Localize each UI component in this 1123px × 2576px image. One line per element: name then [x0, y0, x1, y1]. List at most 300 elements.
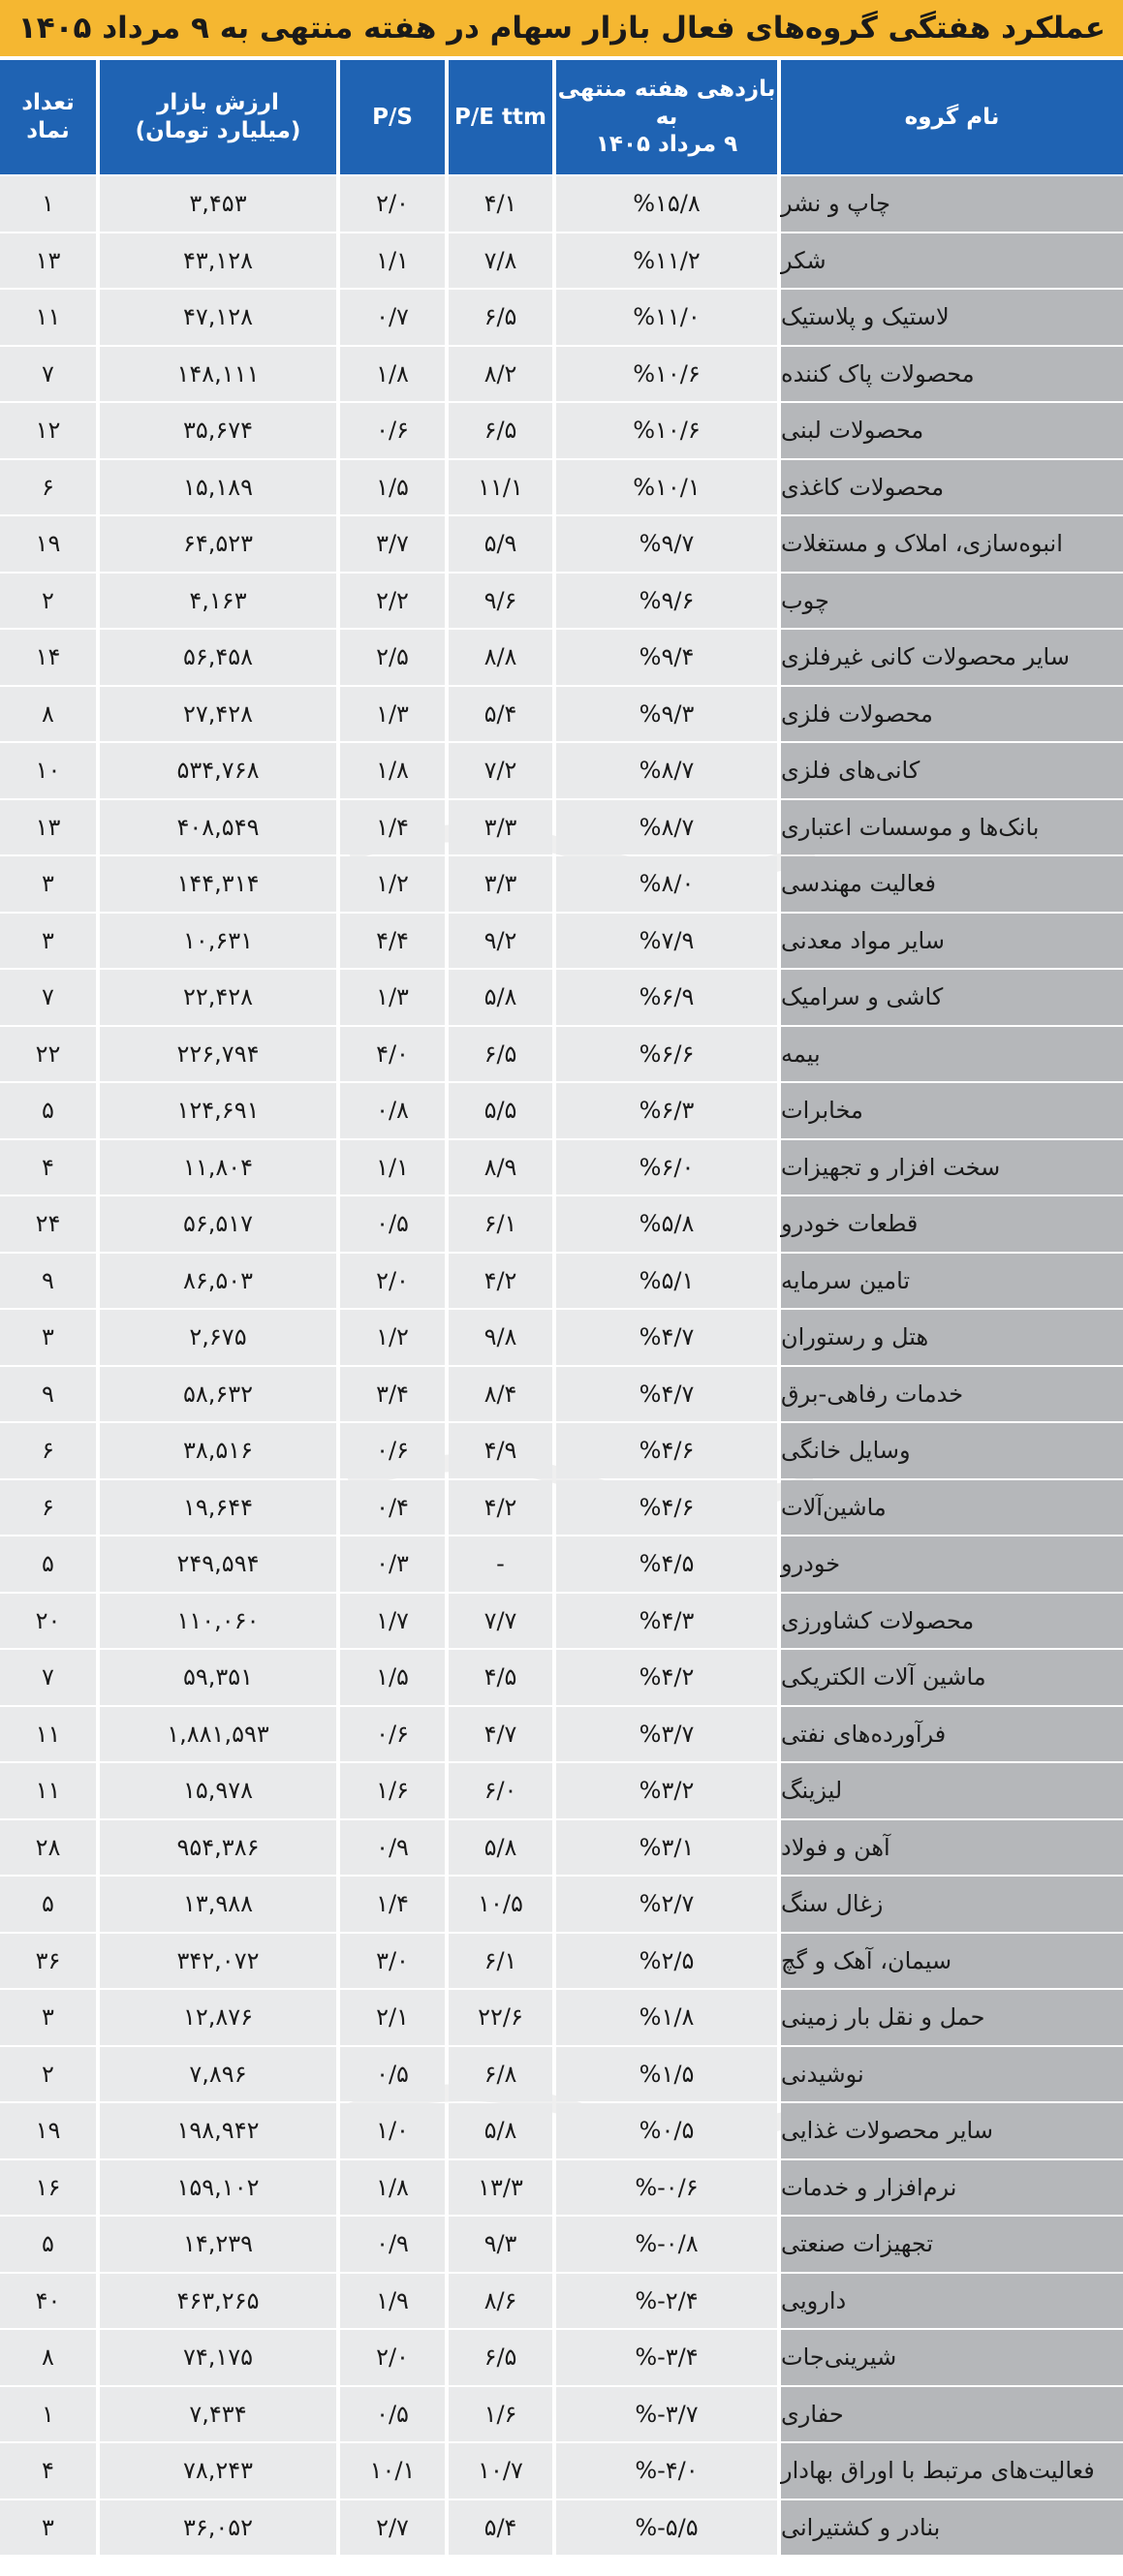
cell-ps: ۱/۰ — [340, 2103, 445, 2158]
cell-return: %۴/۷ — [556, 1310, 777, 1365]
table-row — [0, 290, 1123, 347]
cell-market-value: ۵۸,۶۳۲ — [100, 1367, 336, 1422]
cell-count: ۳ — [0, 914, 96, 969]
cell-pe: ۹/۸ — [449, 1310, 552, 1365]
table-row — [0, 347, 1123, 404]
cell-market-value: ۷,۸۹۶ — [100, 2047, 336, 2102]
cell-group: کاشی و سرامیک — [781, 970, 1123, 1025]
cell-pe: ۳/۳ — [449, 800, 552, 855]
header-market-value-line1: ارزش بازار — [157, 90, 279, 116]
cell-ps: ۱/۸ — [340, 2160, 445, 2216]
cell-return: %۸/۷ — [556, 743, 777, 798]
cell-market-value: ۱۳,۹۸۸ — [100, 1877, 336, 1932]
cell-market-value: ۳,۴۵۳ — [100, 176, 336, 232]
cell-count: ۳۶ — [0, 1934, 96, 1989]
cell-ps: ۰/۶ — [340, 403, 445, 458]
cell-return: %-۰/۶ — [556, 2160, 777, 2216]
cell-market-value: ۲۴۹,۵۹۴ — [100, 1536, 336, 1592]
cell-ps: ۲/۷ — [340, 2500, 445, 2556]
table-row — [0, 1820, 1123, 1878]
cell-group: فعالیت‌های مرتبط با اوراق بهادار — [781, 2443, 1123, 2498]
cell-return: %۳/۲ — [556, 1763, 777, 1818]
cell-ps: ۰/۹ — [340, 1820, 445, 1876]
cell-market-value: ۴,۱۶۳ — [100, 574, 336, 629]
cell-market-value: ۴۷,۱۲۸ — [100, 290, 336, 345]
cell-return: %۴/۳ — [556, 1594, 777, 1649]
cell-return: %۱/۸ — [556, 1990, 777, 2045]
cell-count: ۱۴ — [0, 630, 96, 685]
cell-group: ماشین آلات الکتریکی — [781, 1650, 1123, 1705]
cell-return: %-۳/۷ — [556, 2387, 777, 2442]
header-count — [0, 60, 96, 174]
cell-count: ۷ — [0, 970, 96, 1025]
cell-ps: ۱/۸ — [340, 743, 445, 798]
cell-group: تجهیزات صنعتی — [781, 2217, 1123, 2272]
header-market-value-line2: (میلیارد تومان) — [135, 118, 301, 143]
cell-pe: ۸/۲ — [449, 347, 552, 402]
table-row — [0, 1934, 1123, 1991]
cell-market-value: ۱۵,۱۸۹ — [100, 460, 336, 515]
cell-ps: ۱/۲ — [340, 856, 445, 912]
cell-group: وسایل خانگی — [781, 1423, 1123, 1478]
cell-ps: ۱/۴ — [340, 1877, 445, 1932]
cell-market-value: ۳۸,۵۱۶ — [100, 1423, 336, 1478]
cell-group: کانی‌های فلزی — [781, 743, 1123, 798]
cell-count: ۷ — [0, 347, 96, 402]
title-bar — [0, 0, 1123, 56]
cell-count: ۵ — [0, 1083, 96, 1138]
cell-pe: ۸/۶ — [449, 2274, 552, 2329]
table-row — [0, 1083, 1123, 1140]
cell-pe: ۵/۴ — [449, 2500, 552, 2556]
header-return-line1: بازدهی هفته منتهی به — [557, 76, 776, 130]
cell-group: بنادر و کشتیرانی — [781, 2500, 1123, 2556]
cell-market-value: ۱۲,۸۷۶ — [100, 1990, 336, 2045]
table-row — [0, 1310, 1123, 1367]
cell-return: %۶/۳ — [556, 1083, 777, 1138]
cell-ps: ۱/۱ — [340, 1140, 445, 1195]
table-row — [0, 2047, 1123, 2104]
cell-market-value: ۷۴,۱۷۵ — [100, 2330, 336, 2385]
cell-pe: ۶/۵ — [449, 403, 552, 458]
cell-pe: ۷/۷ — [449, 1594, 552, 1649]
cell-return: %۴/۶ — [556, 1480, 777, 1536]
cell-return: %۱۰/۶ — [556, 403, 777, 458]
header-ps — [340, 60, 445, 174]
cell-ps: ۱/۷ — [340, 1594, 445, 1649]
cell-market-value: ۲,۶۷۵ — [100, 1310, 336, 1365]
table-row — [0, 1650, 1123, 1707]
header-count-label: تعداد نماد — [21, 90, 75, 143]
cell-group: قطعات خودرو — [781, 1196, 1123, 1252]
cell-ps: ۰/۵ — [340, 1196, 445, 1252]
cell-ps: ۴/۴ — [340, 914, 445, 969]
cell-market-value: ۱۲۴,۶۹۱ — [100, 1083, 336, 1138]
cell-market-value: ۱۰,۶۳۱ — [100, 914, 336, 969]
cell-market-value: ۵۶,۴۵۸ — [100, 630, 336, 685]
cell-pe: ۱۰/۵ — [449, 1877, 552, 1932]
cell-market-value: ۱۱,۸۰۴ — [100, 1140, 336, 1195]
cell-pe: ۴/۹ — [449, 1423, 552, 1478]
cell-return: %۵/۸ — [556, 1196, 777, 1252]
cell-count: ۷ — [0, 1650, 96, 1705]
cell-return: %۶/۹ — [556, 970, 777, 1025]
cell-market-value: ۱۹۸,۹۴۲ — [100, 2103, 336, 2158]
cell-group: سیمان، آهک و گچ — [781, 1934, 1123, 1989]
table-row — [0, 1707, 1123, 1764]
cell-return: %۵/۱ — [556, 1254, 777, 1309]
cell-return: %۸/۰ — [556, 856, 777, 912]
cell-count: ۴ — [0, 1140, 96, 1195]
cell-return: %۴/۲ — [556, 1650, 777, 1705]
cell-ps: ۳/۷ — [340, 516, 445, 572]
cell-market-value: ۴۰۸,۵۴۹ — [100, 800, 336, 855]
cell-ps: ۱۰/۱ — [340, 2443, 445, 2498]
cell-ps: ۰/۳ — [340, 1536, 445, 1592]
cell-count: ۱ — [0, 2387, 96, 2442]
cell-market-value: ۵۶,۵۱۷ — [100, 1196, 336, 1252]
cell-group: تامین سرمایه — [781, 1254, 1123, 1309]
cell-ps: ۳/۴ — [340, 1367, 445, 1422]
cell-pe: ۱۱/۱ — [449, 460, 552, 515]
cell-market-value: ۱۴۸,۱۱۱ — [100, 347, 336, 402]
cell-return: %۱۵/۸ — [556, 176, 777, 232]
cell-return: %۳/۱ — [556, 1820, 777, 1876]
cell-ps: ۰/۶ — [340, 1707, 445, 1762]
table-row — [0, 574, 1123, 631]
cell-pe: ۴/۲ — [449, 1254, 552, 1309]
cell-group: لاستیک و پلاستیک — [781, 290, 1123, 345]
cell-market-value: ۴۳,۱۲۸ — [100, 233, 336, 289]
cell-pe: ۶/۵ — [449, 290, 552, 345]
cell-ps: ۰/۹ — [340, 2217, 445, 2272]
cell-count: ۱۳ — [0, 233, 96, 289]
cell-ps: ۲/۲ — [340, 574, 445, 629]
table-row — [0, 914, 1123, 971]
cell-pe: ۹/۶ — [449, 574, 552, 629]
cell-group: شکر — [781, 233, 1123, 289]
cell-group: محصولات فلزی — [781, 687, 1123, 742]
cell-group: لیزینگ — [781, 1763, 1123, 1818]
cell-pe: ۹/۲ — [449, 914, 552, 969]
header-pe — [449, 60, 552, 174]
cell-count: ۱۹ — [0, 2103, 96, 2158]
cell-ps: ۱/۳ — [340, 687, 445, 742]
cell-return: %۱۱/۰ — [556, 290, 777, 345]
cell-market-value: ۲۲۶,۷۹۴ — [100, 1027, 336, 1082]
cell-ps: ۱/۱ — [340, 233, 445, 289]
cell-group: زغال سنگ — [781, 1877, 1123, 1932]
table-row — [0, 630, 1123, 687]
cell-count: ۶ — [0, 460, 96, 515]
cell-pe: ۷/۲ — [449, 743, 552, 798]
table-row — [0, 1594, 1123, 1651]
cell-return: %۴/۵ — [556, 1536, 777, 1592]
table-row — [0, 970, 1123, 1027]
cell-group: محصولات پاک کننده — [781, 347, 1123, 402]
cell-count: ۳ — [0, 1990, 96, 2045]
cell-return: %۷/۹ — [556, 914, 777, 969]
table-row — [0, 2387, 1123, 2444]
cell-count: ۲۰ — [0, 1594, 96, 1649]
cell-pe: ۱۳/۳ — [449, 2160, 552, 2216]
cell-market-value: ۱,۸۸۱,۵۹۳ — [100, 1707, 336, 1762]
cell-market-value: ۱۹,۶۴۴ — [100, 1480, 336, 1536]
cell-market-value: ۲۲,۴۲۸ — [100, 970, 336, 1025]
cell-pe: ۷/۸ — [449, 233, 552, 289]
cell-count: ۲۸ — [0, 1820, 96, 1876]
table-row — [0, 1877, 1123, 1934]
table-row — [0, 687, 1123, 744]
cell-count: ۱ — [0, 176, 96, 232]
header-group — [781, 60, 1123, 174]
cell-count: ۱۱ — [0, 1763, 96, 1818]
cell-count: ۹ — [0, 1367, 96, 1422]
cell-group: سایر محصولات غذایی — [781, 2103, 1123, 2158]
table-row — [0, 2274, 1123, 2331]
table-row — [0, 2500, 1123, 2558]
cell-pe: ۶/۵ — [449, 2330, 552, 2385]
cell-group: بانک‌ها و موسسات اعتباری — [781, 800, 1123, 855]
cell-group: سایر مواد معدنی — [781, 914, 1123, 969]
cell-count: ۵ — [0, 1536, 96, 1592]
table-row — [0, 460, 1123, 517]
cell-market-value: ۳۵,۶۷۴ — [100, 403, 336, 458]
cell-count: ۸ — [0, 2330, 96, 2385]
cell-ps: ۲/۵ — [340, 630, 445, 685]
cell-group: آهن و فولاد — [781, 1820, 1123, 1876]
cell-return: %۹/۴ — [556, 630, 777, 685]
table-row — [0, 1763, 1123, 1820]
cell-pe: ۴/۷ — [449, 1707, 552, 1762]
cell-count: ۲ — [0, 574, 96, 629]
cell-market-value: ۸۶,۵۰۳ — [100, 1254, 336, 1309]
cell-ps: ۴/۰ — [340, 1027, 445, 1082]
cell-pe: ۵/۵ — [449, 1083, 552, 1138]
cell-ps: ۰/۵ — [340, 2047, 445, 2102]
cell-count: ۱۲ — [0, 403, 96, 458]
table-row — [0, 2103, 1123, 2160]
cell-count: ۶ — [0, 1423, 96, 1478]
cell-group: هتل و رستوران — [781, 1310, 1123, 1365]
cell-count: ۴۰ — [0, 2274, 96, 2329]
cell-group: خدمات رفاهی-برق — [781, 1367, 1123, 1422]
cell-pe: ۸/۴ — [449, 1367, 552, 1422]
cell-market-value: ۹۵۴,۳۸۶ — [100, 1820, 336, 1876]
cell-count: ۳ — [0, 2500, 96, 2556]
table-row — [0, 1480, 1123, 1537]
cell-count: ۱۳ — [0, 800, 96, 855]
cell-return: %۱۰/۶ — [556, 347, 777, 402]
table-header — [0, 60, 1123, 174]
cell-market-value: ۷,۴۳۴ — [100, 2387, 336, 2442]
cell-return: %۰/۵ — [556, 2103, 777, 2158]
header-return-line2: ۹ مرداد ۱۴۰۵ — [595, 132, 738, 158]
cell-market-value: ۱۵,۹۷۸ — [100, 1763, 336, 1818]
cell-pe: ۵/۸ — [449, 2103, 552, 2158]
cell-count: ۸ — [0, 687, 96, 742]
cell-pe: ۶/۱ — [449, 1196, 552, 1252]
cell-group: چاپ و نشر — [781, 176, 1123, 232]
cell-ps: ۲/۰ — [340, 2330, 445, 2385]
cell-ps: ۱/۳ — [340, 970, 445, 1025]
cell-return: %-۴/۰ — [556, 2443, 777, 2498]
cell-group: بیمه — [781, 1027, 1123, 1082]
cell-ps: ۲/۰ — [340, 1254, 445, 1309]
cell-return: %۹/۳ — [556, 687, 777, 742]
cell-return: %۱۱/۲ — [556, 233, 777, 289]
cell-group: محصولات کشاورزی — [781, 1594, 1123, 1649]
cell-return: %۴/۶ — [556, 1423, 777, 1478]
cell-count: ۴ — [0, 2443, 96, 2498]
cell-count: ۱۱ — [0, 290, 96, 345]
cell-group: محصولات لبنی — [781, 403, 1123, 458]
cell-ps: ۰/۴ — [340, 1480, 445, 1536]
cell-ps: ۰/۵ — [340, 2387, 445, 2442]
table-row — [0, 1027, 1123, 1084]
cell-group: دارویی — [781, 2274, 1123, 2329]
cell-pe: ۳/۳ — [449, 856, 552, 912]
table-title: عملکرد هفتگی گروه‌های فعال بازار سهام در هفته منتهی به ۹ مرداد ۱۴۰۵ — [17, 11, 1106, 46]
header-market-value — [100, 60, 336, 174]
cell-market-value: ۱۴,۲۳۹ — [100, 2217, 336, 2272]
cell-ps: ۰/۸ — [340, 1083, 445, 1138]
cell-market-value: ۱۵۹,۱۰۲ — [100, 2160, 336, 2216]
cell-ps: ۲/۱ — [340, 1990, 445, 2045]
table-row — [0, 176, 1123, 233]
cell-return: %۱/۵ — [556, 2047, 777, 2102]
cell-ps: ۰/۶ — [340, 1423, 445, 1478]
cell-count: ۲۲ — [0, 1027, 96, 1082]
cell-pe: ۹/۳ — [449, 2217, 552, 2272]
table-row — [0, 2330, 1123, 2387]
table-row — [0, 1367, 1123, 1424]
cell-market-value: ۷۸,۲۴۳ — [100, 2443, 336, 2498]
cell-ps: ۱/۶ — [340, 1763, 445, 1818]
cell-ps: ۱/۴ — [340, 800, 445, 855]
cell-group: سایر محصولات کانی غیرفلزی — [781, 630, 1123, 685]
cell-pe: ۵/۹ — [449, 516, 552, 572]
table-row — [0, 516, 1123, 574]
table-row — [0, 1140, 1123, 1197]
table-row — [0, 403, 1123, 460]
table-row — [0, 1196, 1123, 1254]
cell-group: حفاری — [781, 2387, 1123, 2442]
cell-group: خودرو — [781, 1536, 1123, 1592]
cell-group: حمل و نقل بار زمینی — [781, 1990, 1123, 2045]
cell-ps: ۲/۰ — [340, 176, 445, 232]
cell-return: %۹/۶ — [556, 574, 777, 629]
cell-pe: ۱/۶ — [449, 2387, 552, 2442]
cell-group: فعالیت مهندسی — [781, 856, 1123, 912]
cell-return: %۴/۷ — [556, 1367, 777, 1422]
cell-pe: ۲۲/۶ — [449, 1990, 552, 2045]
table-row — [0, 856, 1123, 914]
cell-market-value: ۳۶,۰۵۲ — [100, 2500, 336, 2556]
cell-pe: ۶/۱ — [449, 1934, 552, 1989]
cell-ps: ۱/۹ — [340, 2274, 445, 2329]
cell-return: %-۵/۵ — [556, 2500, 777, 2556]
cell-market-value: ۱۱۰,۰۶۰ — [100, 1594, 336, 1649]
cell-return: %۸/۷ — [556, 800, 777, 855]
cell-pe: ۵/۸ — [449, 970, 552, 1025]
cell-return: %۲/۵ — [556, 1934, 777, 1989]
cell-group: سخت افزار و تجهیزات — [781, 1140, 1123, 1195]
cell-count: ۳ — [0, 856, 96, 912]
cell-count: ۹ — [0, 1254, 96, 1309]
cell-pe: ۴/۲ — [449, 1480, 552, 1536]
cell-ps: ۱/۸ — [340, 347, 445, 402]
cell-pe: ۵/۸ — [449, 1820, 552, 1876]
cell-ps: ۰/۷ — [340, 290, 445, 345]
cell-count: ۲ — [0, 2047, 96, 2102]
cell-ps: ۱/۵ — [340, 1650, 445, 1705]
cell-count: ۱۶ — [0, 2160, 96, 2216]
table-row — [0, 1254, 1123, 1311]
table-row — [0, 1536, 1123, 1594]
header-group-label: نام گروه — [904, 104, 1000, 130]
cell-group: چوب — [781, 574, 1123, 629]
cell-count: ۱۹ — [0, 516, 96, 572]
cell-return: %۹/۷ — [556, 516, 777, 572]
cell-market-value: ۱۴۴,۳۱۴ — [100, 856, 336, 912]
cell-market-value: ۴۶۳,۲۶۵ — [100, 2274, 336, 2329]
cell-market-value: ۳۴۲,۰۷۲ — [100, 1934, 336, 1989]
cell-group: نوشیدنی — [781, 2047, 1123, 2102]
cell-group: انبوه‌سازی، املاک و مستغلات — [781, 516, 1123, 572]
cell-group: نرم‌افزار و خدمات — [781, 2160, 1123, 2216]
cell-pe: ۱۰/۷ — [449, 2443, 552, 2498]
cell-return: %۳/۷ — [556, 1707, 777, 1762]
cell-pe: ۶/۸ — [449, 2047, 552, 2102]
cell-market-value: ۵۳۴,۷۶۸ — [100, 743, 336, 798]
cell-market-value: ۲۷,۴۲۸ — [100, 687, 336, 742]
cell-pe: ۸/۸ — [449, 630, 552, 685]
cell-pe: ۴/۵ — [449, 1650, 552, 1705]
table-row — [0, 743, 1123, 800]
table-row — [0, 2217, 1123, 2274]
cell-group: مخابرات — [781, 1083, 1123, 1138]
cell-return: %۲/۷ — [556, 1877, 777, 1932]
cell-return: %-۲/۴ — [556, 2274, 777, 2329]
header-pe-label: P/E ttm — [454, 104, 546, 130]
cell-return: %۶/۶ — [556, 1027, 777, 1082]
table-row — [0, 1990, 1123, 2047]
cell-pe: ۵/۴ — [449, 687, 552, 742]
table-row — [0, 800, 1123, 857]
cell-group: ماشین‌آلات — [781, 1480, 1123, 1536]
cell-count: ۵ — [0, 2217, 96, 2272]
header-ps-label: P/S — [372, 104, 413, 130]
cell-group: فرآورده‌های نفتی — [781, 1707, 1123, 1762]
cell-return: %۶/۰ — [556, 1140, 777, 1195]
cell-ps: ۱/۵ — [340, 460, 445, 515]
cell-count: ۶ — [0, 1480, 96, 1536]
cell-count: ۱۰ — [0, 743, 96, 798]
cell-pe: ۸/۹ — [449, 1140, 552, 1195]
cell-group: محصولات کاغذی — [781, 460, 1123, 515]
cell-count: ۳ — [0, 1310, 96, 1365]
cell-pe: ۶/۵ — [449, 1027, 552, 1082]
cell-return: %۱۰/۱ — [556, 460, 777, 515]
cell-pe: - — [449, 1536, 552, 1592]
table-row — [0, 2443, 1123, 2500]
cell-count: ۲۴ — [0, 1196, 96, 1252]
cell-pe: ۴/۱ — [449, 176, 552, 232]
cell-return: %-۳/۴ — [556, 2330, 777, 2385]
cell-market-value: ۶۴,۵۲۳ — [100, 516, 336, 572]
table-row — [0, 1423, 1123, 1480]
